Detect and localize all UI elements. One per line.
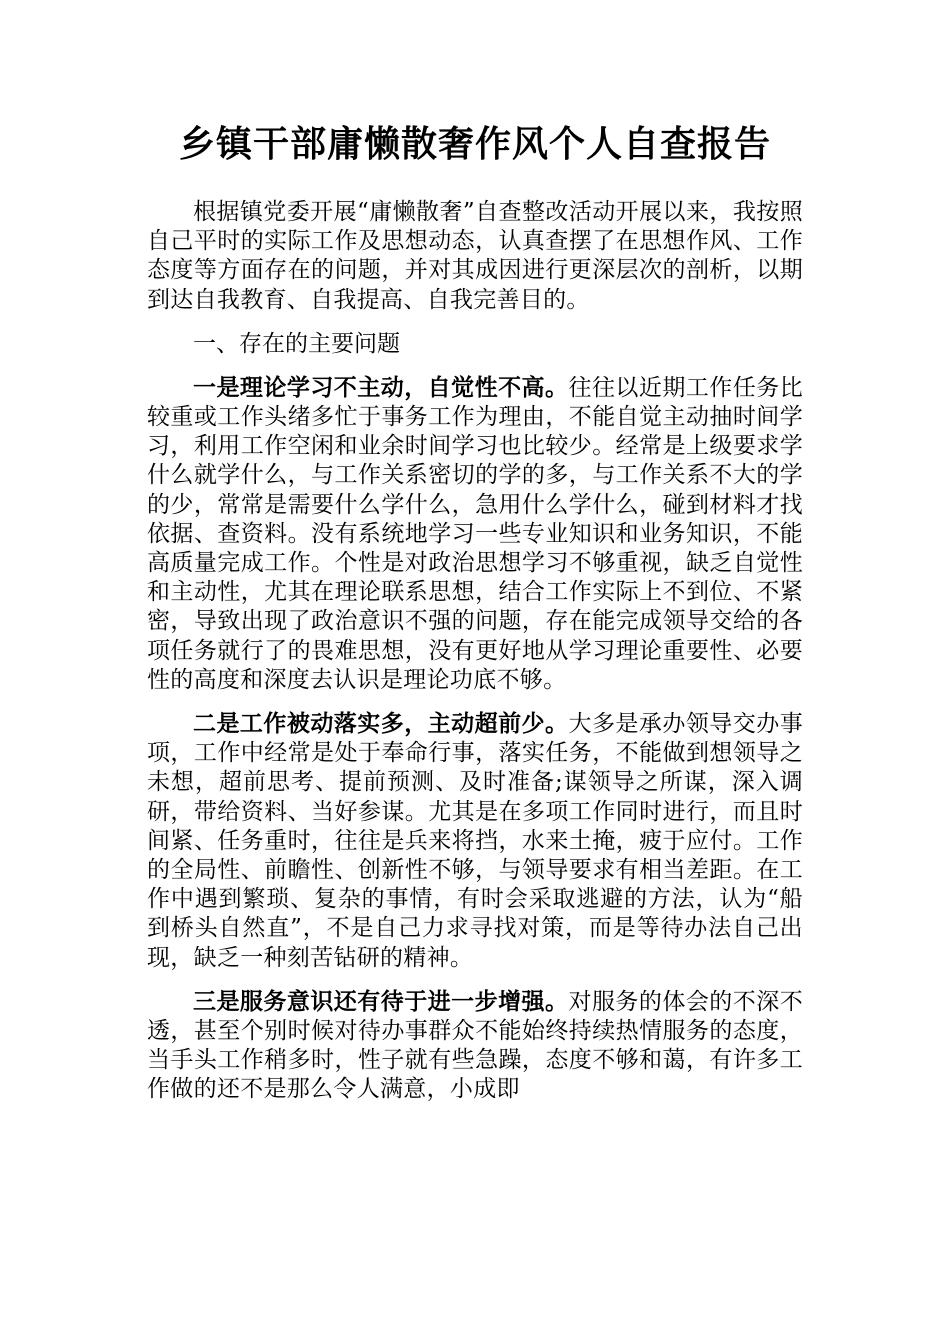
problem-item-1-lead: 一是理论学习不主动，自觉性不高。 bbox=[193, 373, 569, 401]
document-page bbox=[147, 118, 803, 1119]
problem-item-1 bbox=[147, 373, 803, 695]
problem-item-3 bbox=[147, 987, 803, 1105]
problem-item-2 bbox=[147, 709, 803, 973]
problem-item-1-body: 往往以近期工作任务比较重或工作头绪多忙于事务工作为理由，不能自觉主动抽时间学习，利用工作空闲和业余时间学习也比较少。经常是上级要求学什么就学什么，与工作关系密切的学的多，与工作关系不大的学的少，常常是需要什么学什么，急用什么学什么，碰到材料才找依据、查资料。没有系统地学习一些专业知识和业务知识，不能高质量完成工作。个性是对政治思想学习不够重视，缺乏自觉性和主动性，尤其在理论联系思想，结合工作实际上不到位、不紧密，导致出现了政治意识不强的问题，存在能完成领导交给的各项任务就行了的畏难思想，没有更好地从学习理论重要性、必要性的高度和深度去认识是理论功底不够。 bbox=[147, 374, 803, 693]
problem-item-3-body: 对服务的体会的不深不透，甚至个别时候对待办事群众不能始终持续热情服务的态度，当手头工作稍多时，性子就有些急躁，态度不够和蔼，有许多工作做的还不是那么令人满意，小成即 bbox=[147, 988, 803, 1103]
section-heading: 一、存在的主要问题 bbox=[193, 330, 400, 357]
intro-paragraph: 根据镇党委开展“庸懒散奢”自查整改活动开展以来，我按照自己平时的实际工作及思想动态，认真查摆了在思想作风、工作态度等方面存在的问题，并对其成因进行更深层次的剖析，以期到达自我教育、自我提高、自我完善目的。 bbox=[147, 199, 803, 313]
problem-item-2-body: 大多是承办领导交办事项，工作中经常是处于奉命行事，落实任务，不能做到想领导之未想，超前思考、提前预测、及时准备;谋领导之所谋，深入调研，带给资料、当好参谋。尤其是在多项工作同时进行，而且时间紧、任务重时，往往是兵来将挡，水来土掩，疲于应付。工作的全局性、前瞻性、创新性不够，与领导要求有相当差距。在工作中遇到繁琐、复杂的事情，有时会采取逃避的方法，认为“船到桥头自然直”，不是自己力求寻找对策，而是等待办法自己出现，缺乏一种刻苦钻研的精神。 bbox=[147, 711, 803, 971]
problem-item-2-lead: 二是工作被动落实多，主动超前少。 bbox=[193, 710, 569, 738]
document-title: 乡镇干部庸懒散奢作风个人自查报告 bbox=[178, 123, 771, 165]
problem-item-3-lead: 三是服务意识还有待于进一步增强。 bbox=[193, 987, 569, 1015]
